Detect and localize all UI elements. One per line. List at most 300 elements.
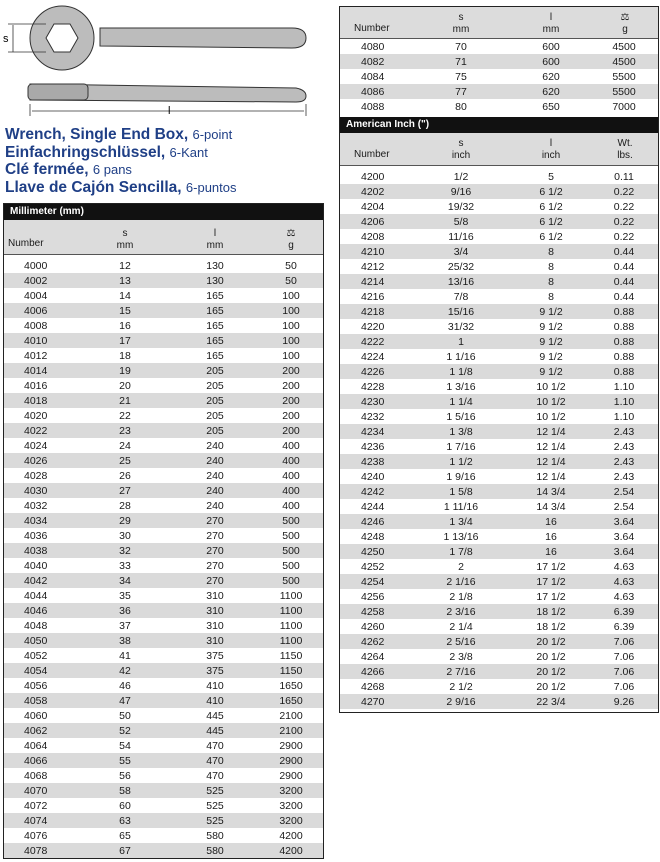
number-cell: 4026: [24, 455, 48, 467]
number-cell: 4206: [361, 216, 385, 228]
number-cell: 4048: [24, 620, 48, 632]
weight-cell: 200: [282, 365, 300, 377]
wrench-illustration: [0, 0, 330, 125]
weight-cell: 400: [282, 485, 300, 497]
s-cell: 52: [119, 725, 131, 737]
number-cell: 4030: [24, 485, 48, 497]
s-cell: 41: [119, 650, 131, 662]
number-cell: 4054: [24, 665, 48, 677]
weight-cell: 200: [282, 395, 300, 407]
weight-cell: 7.06: [613, 666, 635, 678]
l-cell: 270: [206, 575, 224, 587]
table-row: [4, 363, 323, 378]
weight-cell: 4.63: [613, 591, 635, 603]
table-row: [340, 484, 658, 499]
number-cell: 4032: [24, 500, 48, 512]
s-cell: 35: [119, 590, 131, 602]
l-cell: 130: [206, 260, 224, 272]
s-cell: 2 1/4: [449, 621, 473, 633]
s-cell: 2 1/2: [449, 681, 473, 693]
s-cell: 1 3/4: [449, 516, 473, 528]
table-row: [4, 738, 323, 753]
weight-cell: 100: [282, 350, 300, 362]
l-cell: 165: [206, 320, 224, 332]
weight-cell: 2.54: [613, 501, 635, 513]
table-row: [4, 753, 323, 768]
number-cell: 4058: [24, 695, 48, 707]
l-cell: 18 1/2: [536, 606, 566, 618]
weight-cell: 7.06: [613, 636, 635, 648]
weight-cell: 0.88: [613, 321, 635, 333]
number-cell: 4230: [361, 396, 385, 408]
weight-cell: 3.64: [613, 531, 635, 543]
s-cell: 1 1/2: [449, 456, 473, 468]
number-cell: 4076: [24, 830, 48, 842]
weight-cell: 1100: [279, 620, 303, 632]
weight-cell: 0.44: [613, 261, 635, 273]
l-cell: 240: [206, 485, 224, 497]
table-row: [340, 274, 658, 289]
l-cell: 9 1/2: [539, 366, 563, 378]
number-cell: 4004: [24, 290, 48, 302]
l-cell: 12 1/4: [536, 456, 566, 468]
title-english: Wrench, Single End Box, 6-point: [5, 126, 233, 143]
number-cell: 4248: [361, 531, 385, 543]
number-cell: 4240: [361, 471, 385, 483]
table-row: [340, 664, 658, 679]
l-cell: 17 1/2: [536, 561, 566, 573]
s-cell: 1 1/4: [449, 396, 473, 408]
l-cell: 270: [206, 530, 224, 542]
weight-cell: 1.10: [613, 411, 635, 423]
number-cell: 4228: [361, 381, 385, 393]
s-cell: 55: [119, 755, 131, 767]
weight-cell: 200: [282, 380, 300, 392]
l-cell: 205: [206, 425, 224, 437]
weight-cell: 0.88: [613, 306, 635, 318]
s-cell: 1 1/8: [449, 366, 473, 378]
s-cell: 2 3/16: [446, 606, 476, 618]
table-row: [4, 303, 323, 318]
number-cell: 4064: [24, 740, 48, 752]
number-cell: 4210: [361, 246, 385, 258]
table-row: [4, 408, 323, 423]
number-cell: 4068: [24, 770, 48, 782]
number-cell: 4006: [24, 305, 48, 317]
s-cell: 1 1/16: [446, 351, 476, 363]
weight-cell: 5500: [612, 71, 636, 83]
weight-scale-icon: ⚖: [620, 12, 630, 23]
weight-cell: 5500: [612, 86, 636, 98]
l-cell: 470: [206, 755, 224, 767]
weight-cell: 1.10: [613, 396, 635, 408]
number-cell: 4014: [24, 365, 48, 377]
l-cell: 240: [206, 440, 224, 452]
table-row: [4, 633, 323, 648]
s-cell: 31/32: [447, 321, 475, 333]
l-cell: 12 1/4: [536, 441, 566, 453]
s-cell: 1 7/16: [446, 441, 476, 453]
weight-cell: 3200: [279, 800, 303, 812]
table-row: [4, 288, 323, 303]
table-row: [340, 439, 658, 454]
l-cell: 270: [206, 560, 224, 572]
table-row: [4, 678, 323, 693]
table-row: [340, 649, 658, 664]
s-cell: 71: [455, 56, 467, 68]
table-row: [340, 169, 658, 184]
number-cell: 4016: [24, 380, 48, 392]
weight-cell: 7000: [612, 101, 636, 113]
weight-cell: 2100: [279, 725, 303, 737]
s-cell: 2 5/16: [446, 636, 476, 648]
l-cell: 580: [206, 830, 224, 842]
number-cell: 4066: [24, 755, 48, 767]
l-cell: 8: [548, 276, 554, 288]
metric-table: [3, 203, 324, 859]
l-cell: 12 1/4: [536, 426, 566, 438]
number-cell: 4084: [361, 71, 385, 83]
weight-cell: 100: [282, 320, 300, 332]
number-cell: 4040: [24, 560, 48, 572]
l-cell: 12 1/4: [536, 471, 566, 483]
l-cell: 20 1/2: [536, 651, 566, 663]
table-row: [340, 184, 658, 199]
l-cell: 6 1/2: [539, 231, 563, 243]
l-cell: 375: [206, 665, 224, 677]
number-cell: 4042: [24, 575, 48, 587]
s-cell: 65: [119, 830, 131, 842]
table-row: [4, 498, 323, 513]
table-row: [340, 574, 658, 589]
l-cell: 20 1/2: [536, 666, 566, 678]
s-cell: 23: [119, 425, 131, 437]
s-cell: 1 13/16: [443, 531, 479, 543]
s-cell: 56: [119, 770, 131, 782]
table-row: [340, 499, 658, 514]
table-row: [4, 783, 323, 798]
l-dimension-label: l: [168, 105, 171, 117]
weight-cell: 0.44: [613, 276, 635, 288]
s-cell: 16: [119, 320, 131, 332]
l-cell: 375: [206, 650, 224, 662]
s-cell: 1 5/16: [446, 411, 476, 423]
table-row: [4, 843, 323, 858]
table-row: [4, 768, 323, 783]
l-cell: 9 1/2: [539, 351, 563, 363]
table-row: [340, 319, 658, 334]
number-cell: 4070: [24, 785, 48, 797]
s-cell: 63: [119, 815, 131, 827]
weight-cell: 4500: [612, 56, 636, 68]
number-cell: 4200: [361, 171, 385, 183]
s-cell: 34: [119, 575, 131, 587]
number-cell: 4204: [361, 201, 385, 213]
weight-cell: 2.43: [613, 441, 635, 453]
table-row: [340, 39, 658, 54]
table-row: [4, 318, 323, 333]
weight-cell: 100: [282, 290, 300, 302]
number-cell: 4010: [24, 335, 48, 347]
l-cell: 20 1/2: [536, 681, 566, 693]
l-cell: 525: [206, 800, 224, 812]
weight-cell: 2.43: [613, 471, 635, 483]
s-cell: 13: [119, 275, 131, 287]
s-cell: 3/4: [453, 246, 469, 258]
l-cell: 310: [206, 605, 224, 617]
weight-cell: 100: [282, 335, 300, 347]
number-cell: 4008: [24, 320, 48, 332]
s-cell: 1/2: [453, 171, 469, 183]
s-cell: 77: [455, 86, 467, 98]
inch-table-title: American Inch ("): [340, 117, 658, 133]
table-row: [4, 798, 323, 813]
weight-cell: 2.54: [613, 486, 635, 498]
weight-cell: 1100: [279, 605, 303, 617]
table-row: [4, 618, 323, 633]
l-cell: 525: [206, 815, 224, 827]
s-cell: 29: [119, 515, 131, 527]
weight-cell: 200: [282, 410, 300, 422]
weight-cell: 3.64: [613, 546, 635, 558]
s-cell: 38: [119, 635, 131, 647]
s-cell: 1 5/8: [449, 486, 473, 498]
s-cell: 1 3/8: [449, 426, 473, 438]
l-cell: 17 1/2: [536, 591, 566, 603]
weight-cell: 1100: [279, 590, 303, 602]
l-cell: 165: [206, 305, 224, 317]
table-row: [4, 333, 323, 348]
s-cell: 50: [119, 710, 131, 722]
metric-cont-header: Number s mm l mm ⚖ g: [340, 7, 658, 39]
number-cell: 4250: [361, 546, 385, 558]
weight-cell: 400: [282, 470, 300, 482]
table-row: [4, 258, 323, 273]
l-cell: 8: [548, 291, 554, 303]
s-cell: 1 7/8: [449, 546, 473, 558]
number-cell: 4222: [361, 336, 385, 348]
l-cell: 9 1/2: [539, 306, 563, 318]
l-cell: 205: [206, 380, 224, 392]
l-cell: 205: [206, 410, 224, 422]
weight-cell: 50: [285, 275, 297, 287]
l-cell: 20 1/2: [536, 636, 566, 648]
table-row: [340, 229, 658, 244]
weight-cell: 3200: [279, 815, 303, 827]
number-cell: 4262: [361, 636, 385, 648]
table-row: [340, 469, 658, 484]
s-cell: 70: [455, 41, 467, 53]
table-row: [340, 379, 658, 394]
number-cell: 4214: [361, 276, 385, 288]
s-cell: 1 11/16: [443, 501, 479, 513]
s-cell: 30: [119, 530, 131, 542]
weight-cell: 0.44: [613, 291, 635, 303]
s-cell: 46: [119, 680, 131, 692]
l-cell: 600: [542, 56, 560, 68]
weight-cell: 50: [285, 260, 297, 272]
s-cell: 11/16: [448, 231, 474, 243]
l-cell: 270: [206, 515, 224, 527]
table-row: [4, 393, 323, 408]
s-cell: 7/8: [453, 291, 469, 303]
s-cell: 5/8: [453, 216, 469, 228]
s-cell: 67: [119, 845, 131, 857]
number-cell: 4020: [24, 410, 48, 422]
number-cell: 4202: [361, 186, 385, 198]
l-cell: 22 3/4: [536, 696, 566, 708]
s-cell: 25/32: [447, 261, 475, 273]
number-cell: 4256: [361, 591, 385, 603]
number-cell: 4236: [361, 441, 385, 453]
l-cell: 8: [548, 246, 554, 258]
number-cell: 4242: [361, 486, 385, 498]
number-cell: 4012: [24, 350, 48, 362]
l-cell: 310: [206, 590, 224, 602]
s-cell: 47: [119, 695, 131, 707]
weight-cell: 1150: [279, 650, 303, 662]
weight-cell: 6.39: [613, 606, 635, 618]
number-cell: 4220: [361, 321, 385, 333]
l-cell: 6 1/2: [539, 216, 563, 228]
number-cell: 4268: [361, 681, 385, 693]
metric-table-header: Number s mm l mm ⚖ g: [4, 220, 323, 255]
number-cell: 4082: [361, 56, 385, 68]
weight-cell: 500: [282, 560, 300, 572]
l-cell: 620: [542, 71, 560, 83]
number-cell: 4212: [361, 261, 385, 273]
weight-cell: 500: [282, 545, 300, 557]
table-row: [4, 378, 323, 393]
l-cell: 310: [206, 620, 224, 632]
number-cell: 4260: [361, 621, 385, 633]
weight-cell: 4500: [612, 41, 636, 53]
l-cell: 410: [206, 680, 224, 692]
table-row: [340, 349, 658, 364]
number-cell: 4078: [24, 845, 48, 857]
l-cell: 130: [206, 275, 224, 287]
table-row: [4, 648, 323, 663]
weight-cell: 4.63: [613, 561, 635, 573]
weight-cell: 2.43: [613, 456, 635, 468]
l-cell: 240: [206, 470, 224, 482]
l-cell: 205: [206, 395, 224, 407]
s-cell: 36: [119, 605, 131, 617]
title-french: Clé fermée, 6 pans: [5, 161, 132, 178]
table-row: [4, 693, 323, 708]
number-cell: 4024: [24, 440, 48, 452]
metric-table-title: Millimeter (mm): [4, 204, 323, 220]
table-row: [340, 69, 658, 84]
s-cell: 24: [119, 440, 131, 452]
table-row: [4, 558, 323, 573]
table-row: [340, 454, 658, 469]
s-cell: 58: [119, 785, 131, 797]
weight-cell: 400: [282, 440, 300, 452]
l-cell: 165: [206, 290, 224, 302]
number-cell: 4062: [24, 725, 48, 737]
l-cell: 18 1/2: [536, 621, 566, 633]
l-cell: 470: [206, 740, 224, 752]
weight-cell: 0.44: [613, 246, 635, 258]
table-row: [340, 304, 658, 319]
l-cell: 9 1/2: [539, 336, 563, 348]
number-cell: 4226: [361, 366, 385, 378]
weight-cell: 200: [282, 425, 300, 437]
number-cell: 4044: [24, 590, 48, 602]
table-row: [4, 663, 323, 678]
number-cell: 4038: [24, 545, 48, 557]
l-cell: 205: [206, 365, 224, 377]
number-cell: 4000: [24, 260, 48, 272]
l-cell: 270: [206, 545, 224, 557]
number-cell: 4252: [361, 561, 385, 573]
l-cell: 6 1/2: [539, 186, 563, 198]
weight-cell: 500: [282, 515, 300, 527]
weight-cell: 0.11: [614, 171, 634, 183]
number-cell: 4232: [361, 411, 385, 423]
weight-cell: 1150: [279, 665, 303, 677]
table-row: [340, 514, 658, 529]
table-row: [340, 544, 658, 559]
number-cell: 4002: [24, 275, 48, 287]
table-row: [4, 528, 323, 543]
weight-cell: 2.43: [613, 426, 635, 438]
s-cell: 2 9/16: [446, 696, 476, 708]
weight-cell: 0.88: [613, 351, 635, 363]
s-cell: 14: [119, 290, 131, 302]
weight-cell: 7.06: [613, 651, 635, 663]
number-cell: 4060: [24, 710, 48, 722]
weight-cell: 3.64: [613, 516, 635, 528]
table-row: [4, 828, 323, 843]
l-cell: 14 3/4: [536, 486, 566, 498]
l-cell: 16: [545, 546, 557, 558]
number-cell: 4246: [361, 516, 385, 528]
number-cell: 4028: [24, 470, 48, 482]
s-cell: 19/32: [447, 201, 475, 213]
weight-cell: 3200: [279, 785, 303, 797]
weight-cell: 400: [282, 500, 300, 512]
l-cell: 16: [545, 531, 557, 543]
l-cell: 600: [542, 41, 560, 53]
s-cell: 25: [119, 455, 131, 467]
title-german: Einfachringschlüssel, 6-Kant: [5, 143, 208, 161]
weight-cell: 0.22: [613, 231, 635, 243]
s-cell: 27: [119, 485, 131, 497]
table-row: [340, 199, 658, 214]
s-cell: 2 7/16: [446, 666, 476, 678]
s-cell: 2 3/8: [449, 651, 473, 663]
l-cell: 620: [542, 86, 560, 98]
table-row: [340, 364, 658, 379]
weight-cell: 4200: [279, 845, 303, 857]
l-cell: 17 1/2: [536, 576, 566, 588]
number-cell: 4050: [24, 635, 48, 647]
table-row: [4, 468, 323, 483]
table-row: [340, 424, 658, 439]
l-cell: 410: [206, 695, 224, 707]
weight-scale-icon: ⚖: [286, 228, 296, 239]
l-cell: 10 1/2: [536, 396, 566, 408]
weight-cell: 100: [282, 305, 300, 317]
number-cell: 4080: [361, 41, 385, 53]
product-titles: [5, 126, 330, 196]
inch-table-header: Number s inch l inch Wt. lbs.: [340, 133, 658, 166]
table-row: [340, 54, 658, 69]
weight-cell: 400: [282, 455, 300, 467]
s-cell: 32: [119, 545, 131, 557]
